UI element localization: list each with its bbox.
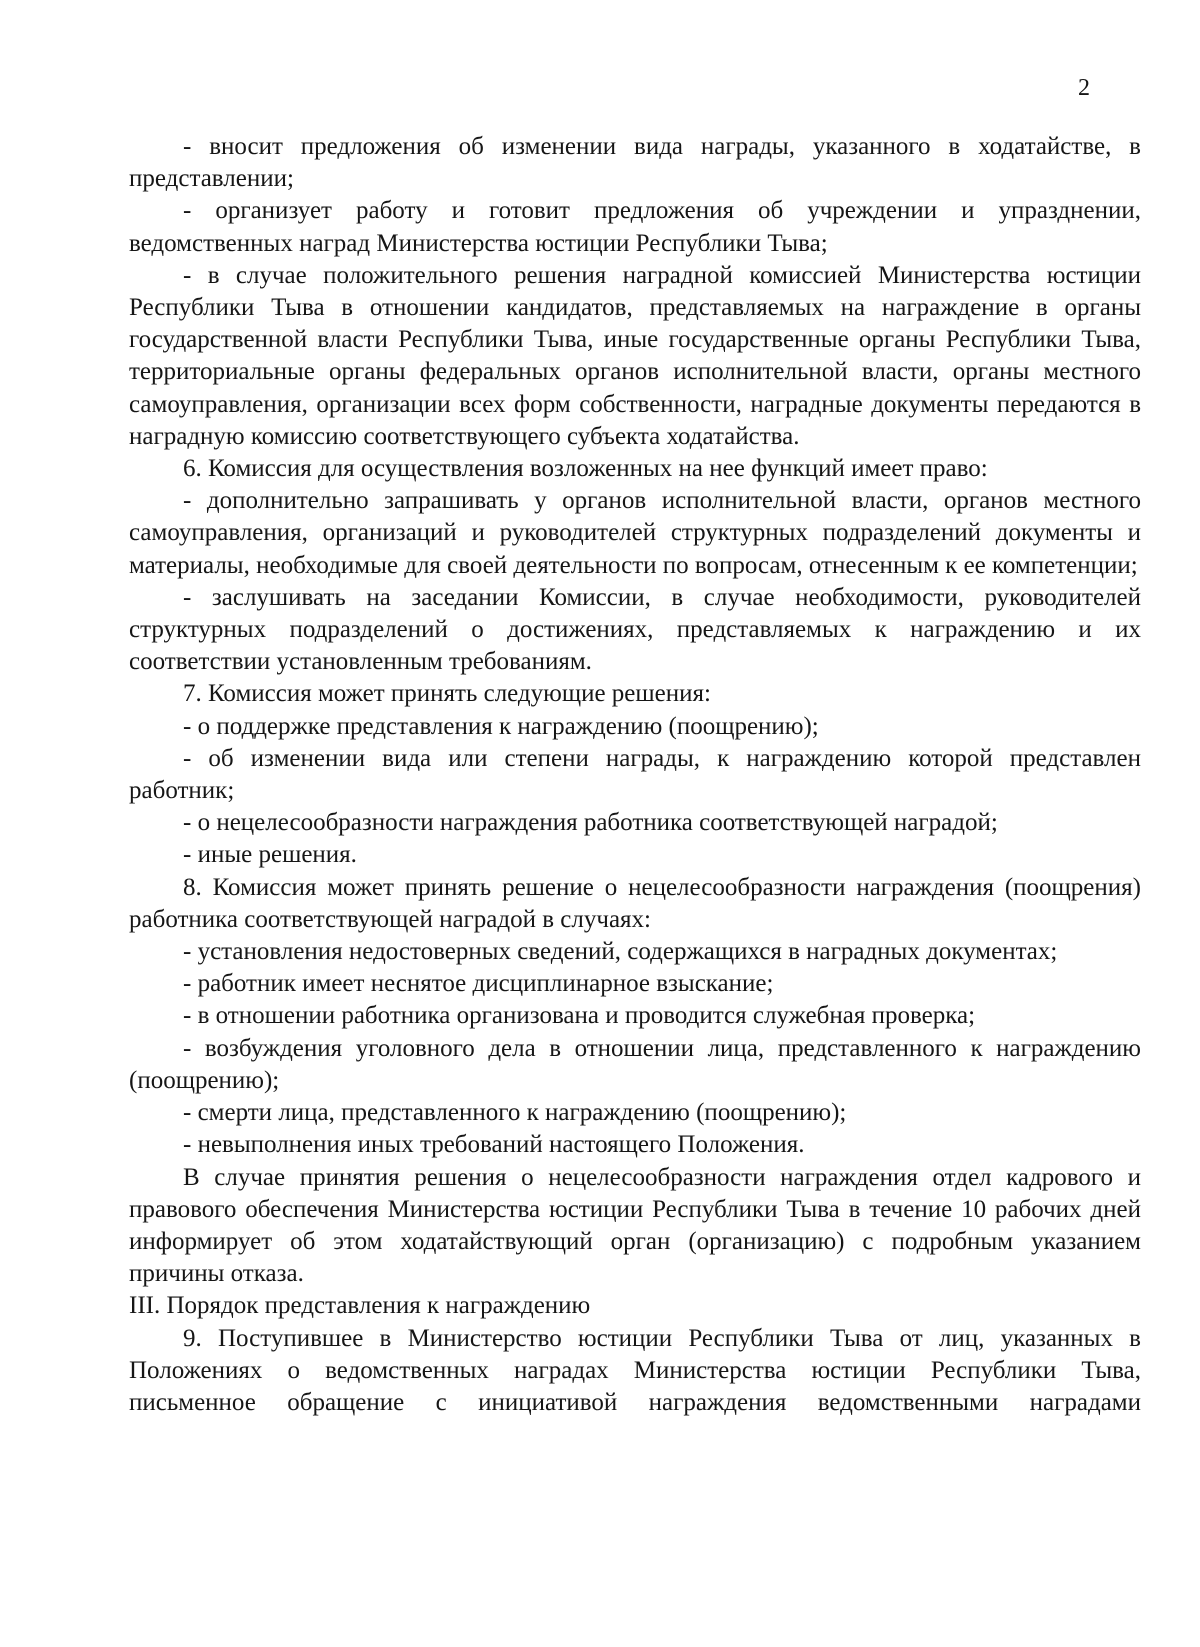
paragraph-criminal-case: - возбуждения уголовного дела в отношении лица, представленного к награждению (поощрению); [129,1034,1141,1094]
paragraph-false-information: - установления недостоверных сведений, содержащихся в наградных документах; [183,938,1058,966]
paragraph-inexpedience: - о нецелесообразности награждения работника соответствующей наградой; [183,809,998,837]
paragraph-item-7: 7. Комиссия может принять следующие решения: [183,680,711,708]
paragraph-other-requirements: - невыполнения иных требований настоящего Положения. [183,1131,805,1159]
paragraph-proposals-award-change: - вносит предложения об изменении вида награды, указанного в ходатайстве, в представлении; [129,133,1141,193]
paragraph-change-award-type: - об изменении вида или степени награды, к награждению которой представлен работник; [129,744,1141,805]
paragraph-award-establishment: - организует работу и готовит предложения об учреждении и упразднении, ведомственных наград Министерства юстиции Республики Тыва; [129,197,1141,257]
paragraph-request-documents: - дополнительно запрашивать у органов исполнительной власти, органов местного самоуправления, организаций и руководителей структурных подразделений документы и материалы, необходимые для своей деятельности по вопросам, отнесенным к ее компетенции; [129,487,1141,579]
paragraph-item-8: 8. Комиссия может принять решение о нецелесообразности награждения (поощрения) работника соответствующей наградой в случаях: [129,873,1141,933]
paragraph-hear-managers: - заслушивать на заседании Комиссии, в случае необходимости, руководителей структурных подразделений о достижениях, представляемых к награждению и их соответствии установленным требованиям. [129,583,1141,676]
section-heading: III. Порядок представления к награждению [129,1292,591,1320]
paragraph-death: - смерти лица, представленного к награждению (поощрению); [183,1099,847,1127]
paragraph-internal-inspection: - в отношении работника организована и проводится служебная проверка; [183,1002,976,1030]
document-body [129,131,1141,1419]
paragraph-refusal-notification: В случае принятия решения о нецелесообразности награждения отдел кадрового и правового обеспечения Министерства юстиции Республики Тыва в течение 10 рабочих дней информирует об этом ходатайствующий орган (организацию) с подробным указанием причины отказа. [129,1163,1141,1288]
page-number: 2 [1078,75,1090,101]
paragraph-other-decisions: - иные решения. [183,841,357,869]
paragraph-support-nomination: - о поддержке представления к награждению (поощрению); [183,712,819,740]
paragraph-item-6: 6. Комиссия для осуществления возложенных на нее функций имеет право: [183,455,988,483]
paragraph-positive-decision: - в случае положительного решения наградной комиссией Министерства юстиции Республики Тыва в отношении кандидатов, представляемых на награждение в органы государственной власти Республики Тыва, иные государственные органы Республики Тыва, территориальные органы федеральных органов исполнительной власти, органы местного самоуправления, организации всех форм собственности, наградные документы передаются в наградную комиссию соответствующего субъекта ходатайства. [129,261,1141,450]
paragraph-disciplinary-penalty: - работник имеет неснятое дисциплинарное взыскание; [183,970,774,998]
paragraph-item-9: 9. Поступившее в Министерство юстиции Республики Тыва от лиц, указанных в Положениях о ведомственных наградах Министерства юстиции Республики Тыва, письменное обращение с инициативой награждения ведомственными наградами [129,1324,1141,1416]
